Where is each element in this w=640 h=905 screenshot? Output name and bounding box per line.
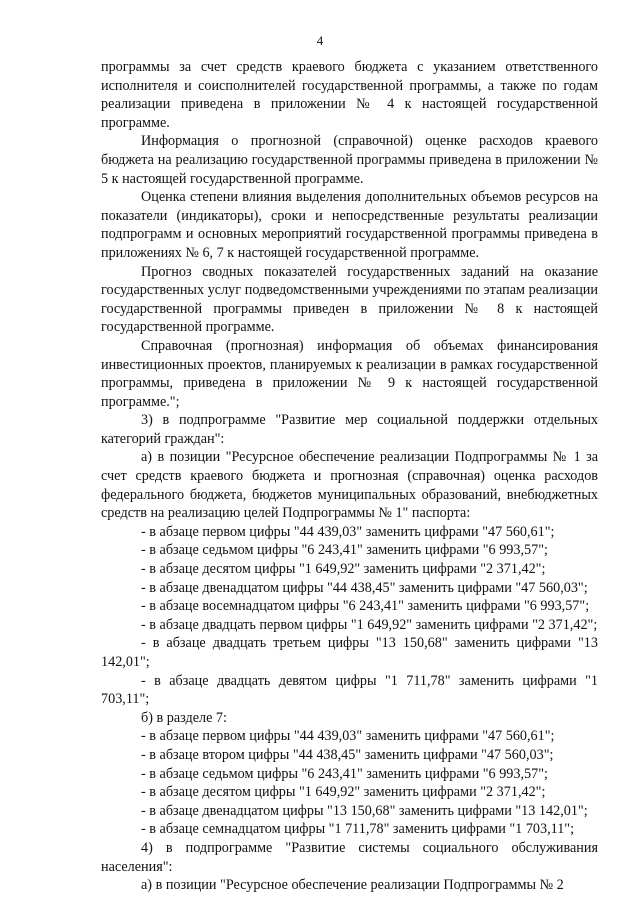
paragraph-6: 3) в подпрограмме "Развитие мер социальной поддержки отдельных категорий граждан": [101,412,598,447]
list-item: - в абзаце двенадцатом цифры "44 438,45" заменить цифрами "47 560,03"; [141,579,588,596]
list-item: - в абзаце двенадцатом цифры "13 150,68" заменить цифрами "13 142,01"; [141,802,588,819]
paragraph-5: Справочная (прогнозная) информация об объемах финансирования инвестиционных проектов, планируемых к реализации в рамках государственной программы, приведена в приложении № 9 к настоящей государственной программе."; [101,337,598,410]
paragraph-4: Прогноз сводных показателей государственных заданий на оказание государственных услуг подведомственными учреждениями по этапам реализации государственной программы приведен в приложении № 8 к настоящей государственной программе. [101,263,598,336]
list-item: - в абзаце десятом цифры "1 649,92" заменить цифрами "2 371,42"; [141,784,546,801]
list-item: - в абзаце седьмом цифры "6 243,41" заменить цифрами "6 993,57"; [141,542,548,559]
list-item: - в абзаце седьмом цифры "6 243,41" заменить цифрами "6 993,57"; [141,765,548,782]
paragraph-7: а) в позиции "Ресурсное обеспечение реализации Подпрограммы № 1 за счет средств краевого бюджета и прогнозная (справочная) оценка расходов федерального бюджета, бюджетов муниципальных образований, внебюджетных средств на реализацию целей Подпрограммы № 1" паспорта: [101,449,598,522]
paragraph-1: программы за счет средств краевого бюджета с указанием ответственного исполнителя и соисполнителей государственной программы, а также по годам реализации приведена в приложении № 4 к настоящей государственной программе. [101,59,598,131]
list-item: - в абзаце семнадцатом цифры "1 711,78" заменить цифрами "1 703,11"; [141,821,575,838]
section-heading: б) в разделе 7: [141,709,227,726]
list-item: - в абзаце втором цифры "44 438,45" заменить цифрами "47 560,03"; [141,746,554,763]
list-item: - в абзаце первом цифры "44 439,03" заменить цифрами "47 560,61"; [141,523,555,540]
list-item: - в абзаце восемнадцатом цифры "6 243,41" заменить цифрами "6 993,57"; [141,598,590,615]
list-item: - в абзаце двадцать девятом цифры "1 711,78" заменить цифрами "1 703,11"; [101,672,598,708]
paragraph-3: Оценка степени влияния выделения дополнительных объемов ресурсов на показатели (индикаторы), сроки и непосредственные результаты реализации подпрограмм и основных мероприятий государственной программы приведена в приложениях № 6, 7 к настоящей государственной программе. [101,189,598,261]
list-item: - в абзаце двадцать третьем цифры "13 150,68" заменить цифрами "13 142,01"; [101,635,598,670]
paragraph-position-a: а) в позиции "Ресурсное обеспечение реализации Подпрограммы № 2 [141,877,564,894]
list-item: - в абзаце первом цифры "44 439,03" заменить цифрами "47 560,61"; [141,728,555,745]
page-number: 4 [316,33,324,48]
list-item: - в абзаце десятом цифры "1 649,92" заменить цифрами "2 371,42"; [141,561,546,578]
list-item: - в абзаце двадцать первом цифры "1 649,92" заменить цифрами "2 371,42"; [141,616,598,633]
paragraph-2: Информация о прогнозной (справочной) оценке расходов краевого бюджета на реализацию государственной программы приведена в приложении № 5 к настоящей государственной программе. [101,133,598,187]
paragraph-subprogram-4: 4) в подпрограмме "Развитие системы социального обслуживания населения": [101,839,598,875]
document-body [101,58,598,895]
